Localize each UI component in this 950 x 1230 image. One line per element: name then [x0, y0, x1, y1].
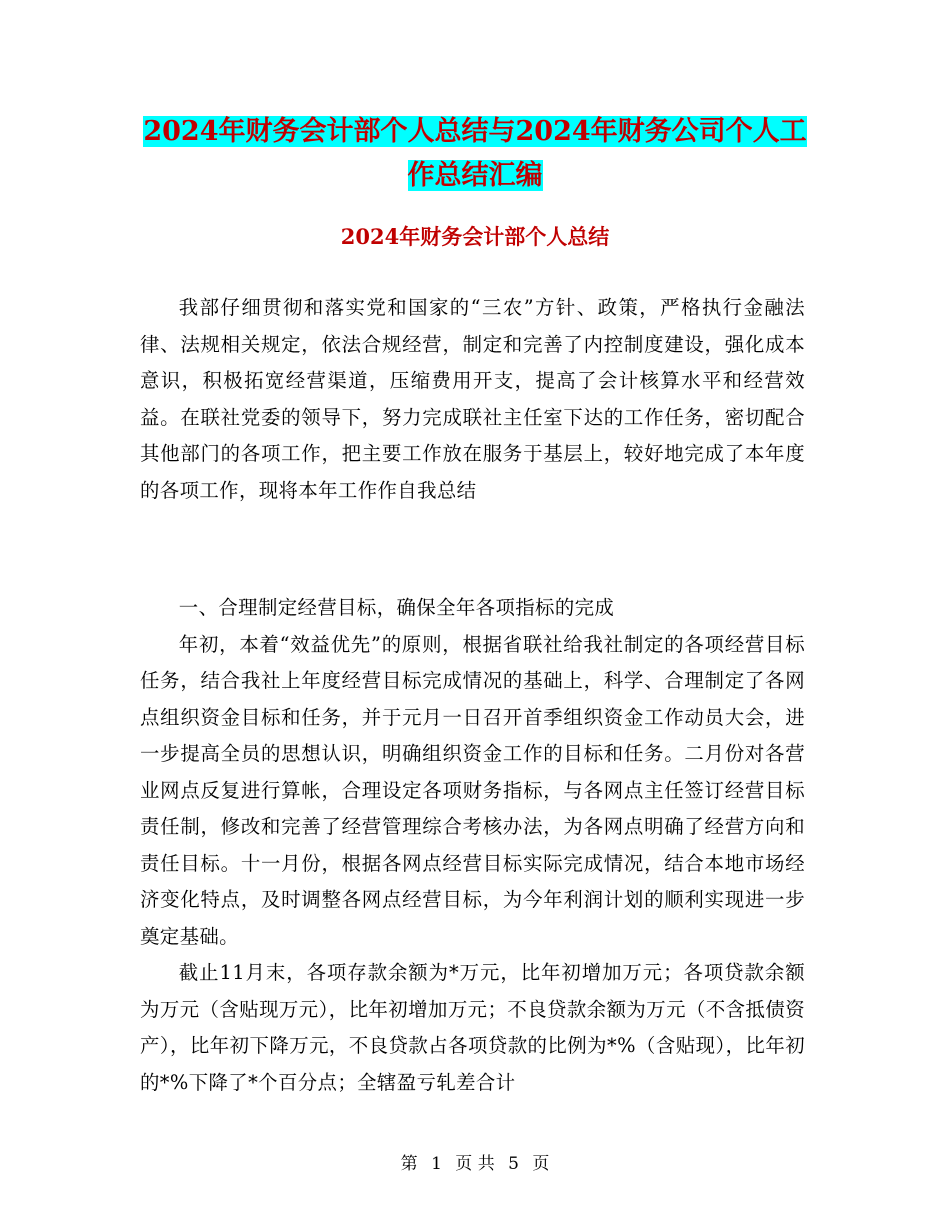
footer-page-number: 1: [431, 1154, 442, 1174]
intro-block: [140, 290, 805, 509]
paragraph-1: 年初，本着“效益优先”的原则，根据省联社给我社制定的各项经营目标任务，结合我社上年度经营目标完成情况的基础上，科学、合理制定了各网点组织资金目标和任务，并于元月一日召开首季组织资金工作动员大会，进一步提高全员的思想认识，明确组织资金工作的目标和任务。二月份对各营业网点反复进行算帐，合理设定各项财务指标，与各网点主任签订经营目标责任制，修改和完善了经营管理综合考核办法，为各网点明确了经营方向和责任目标。十一月份，根据各网点经营目标实际完成情况，结合本地市场经济变化特点，及时调整各网点经营目标，为今年利润计划的顺利实现进一步奠定基础。: [140, 632, 805, 948]
footer-total-pages: 5: [508, 1154, 519, 1174]
footer-suffix: 页: [532, 1154, 550, 1174]
paragraph-2: 截止11月末，各项存款余额为*万元，比年初增加万元；各项贷款余额为万元（含贴现万元），比年初增加万元；不良贷款余额为万元（不含抵债资产），比年初下降万元，不良贷款占各项贷款的比例为*%（含贴现），比年初的*%下降了*个百分点；全辖盈亏轧差合计: [140, 961, 805, 1094]
page-footer: [0, 1152, 950, 1176]
section-heading-1: 一、合理制定经营目标，确保全年各项指标的完成: [178, 596, 615, 619]
footer-prefix: 第: [400, 1154, 418, 1174]
title-line-2: 作总结汇编: [407, 160, 543, 191]
footer-middle: 页 共: [455, 1154, 495, 1174]
document-title: [140, 110, 810, 198]
section-1-block: [140, 590, 805, 1101]
intro-paragraph: 我部仔细贯彻和落实党和国家的“三农”方针、政策，严格执行金融法律、法规相关规定，依法合规经营，制定和完善了内控制度建设，强化成本意识，积极拓宽经营渠道，压缩费用开支，提高了会计核算水平和经营效益。在联社党委的领导下，努力完成联社主任室下达的工作任务，密切配合其他部门的各项工作，把主要工作放在服务于基层上，较好地完成了本年度的各项工作，现将本年工作作自我总结: [140, 296, 805, 502]
title-line-1: 2024年财务会计部个人总结与2024年财务公司个人工: [143, 116, 807, 147]
section-title: 2024年财务会计部个人总结: [340, 224, 610, 249]
